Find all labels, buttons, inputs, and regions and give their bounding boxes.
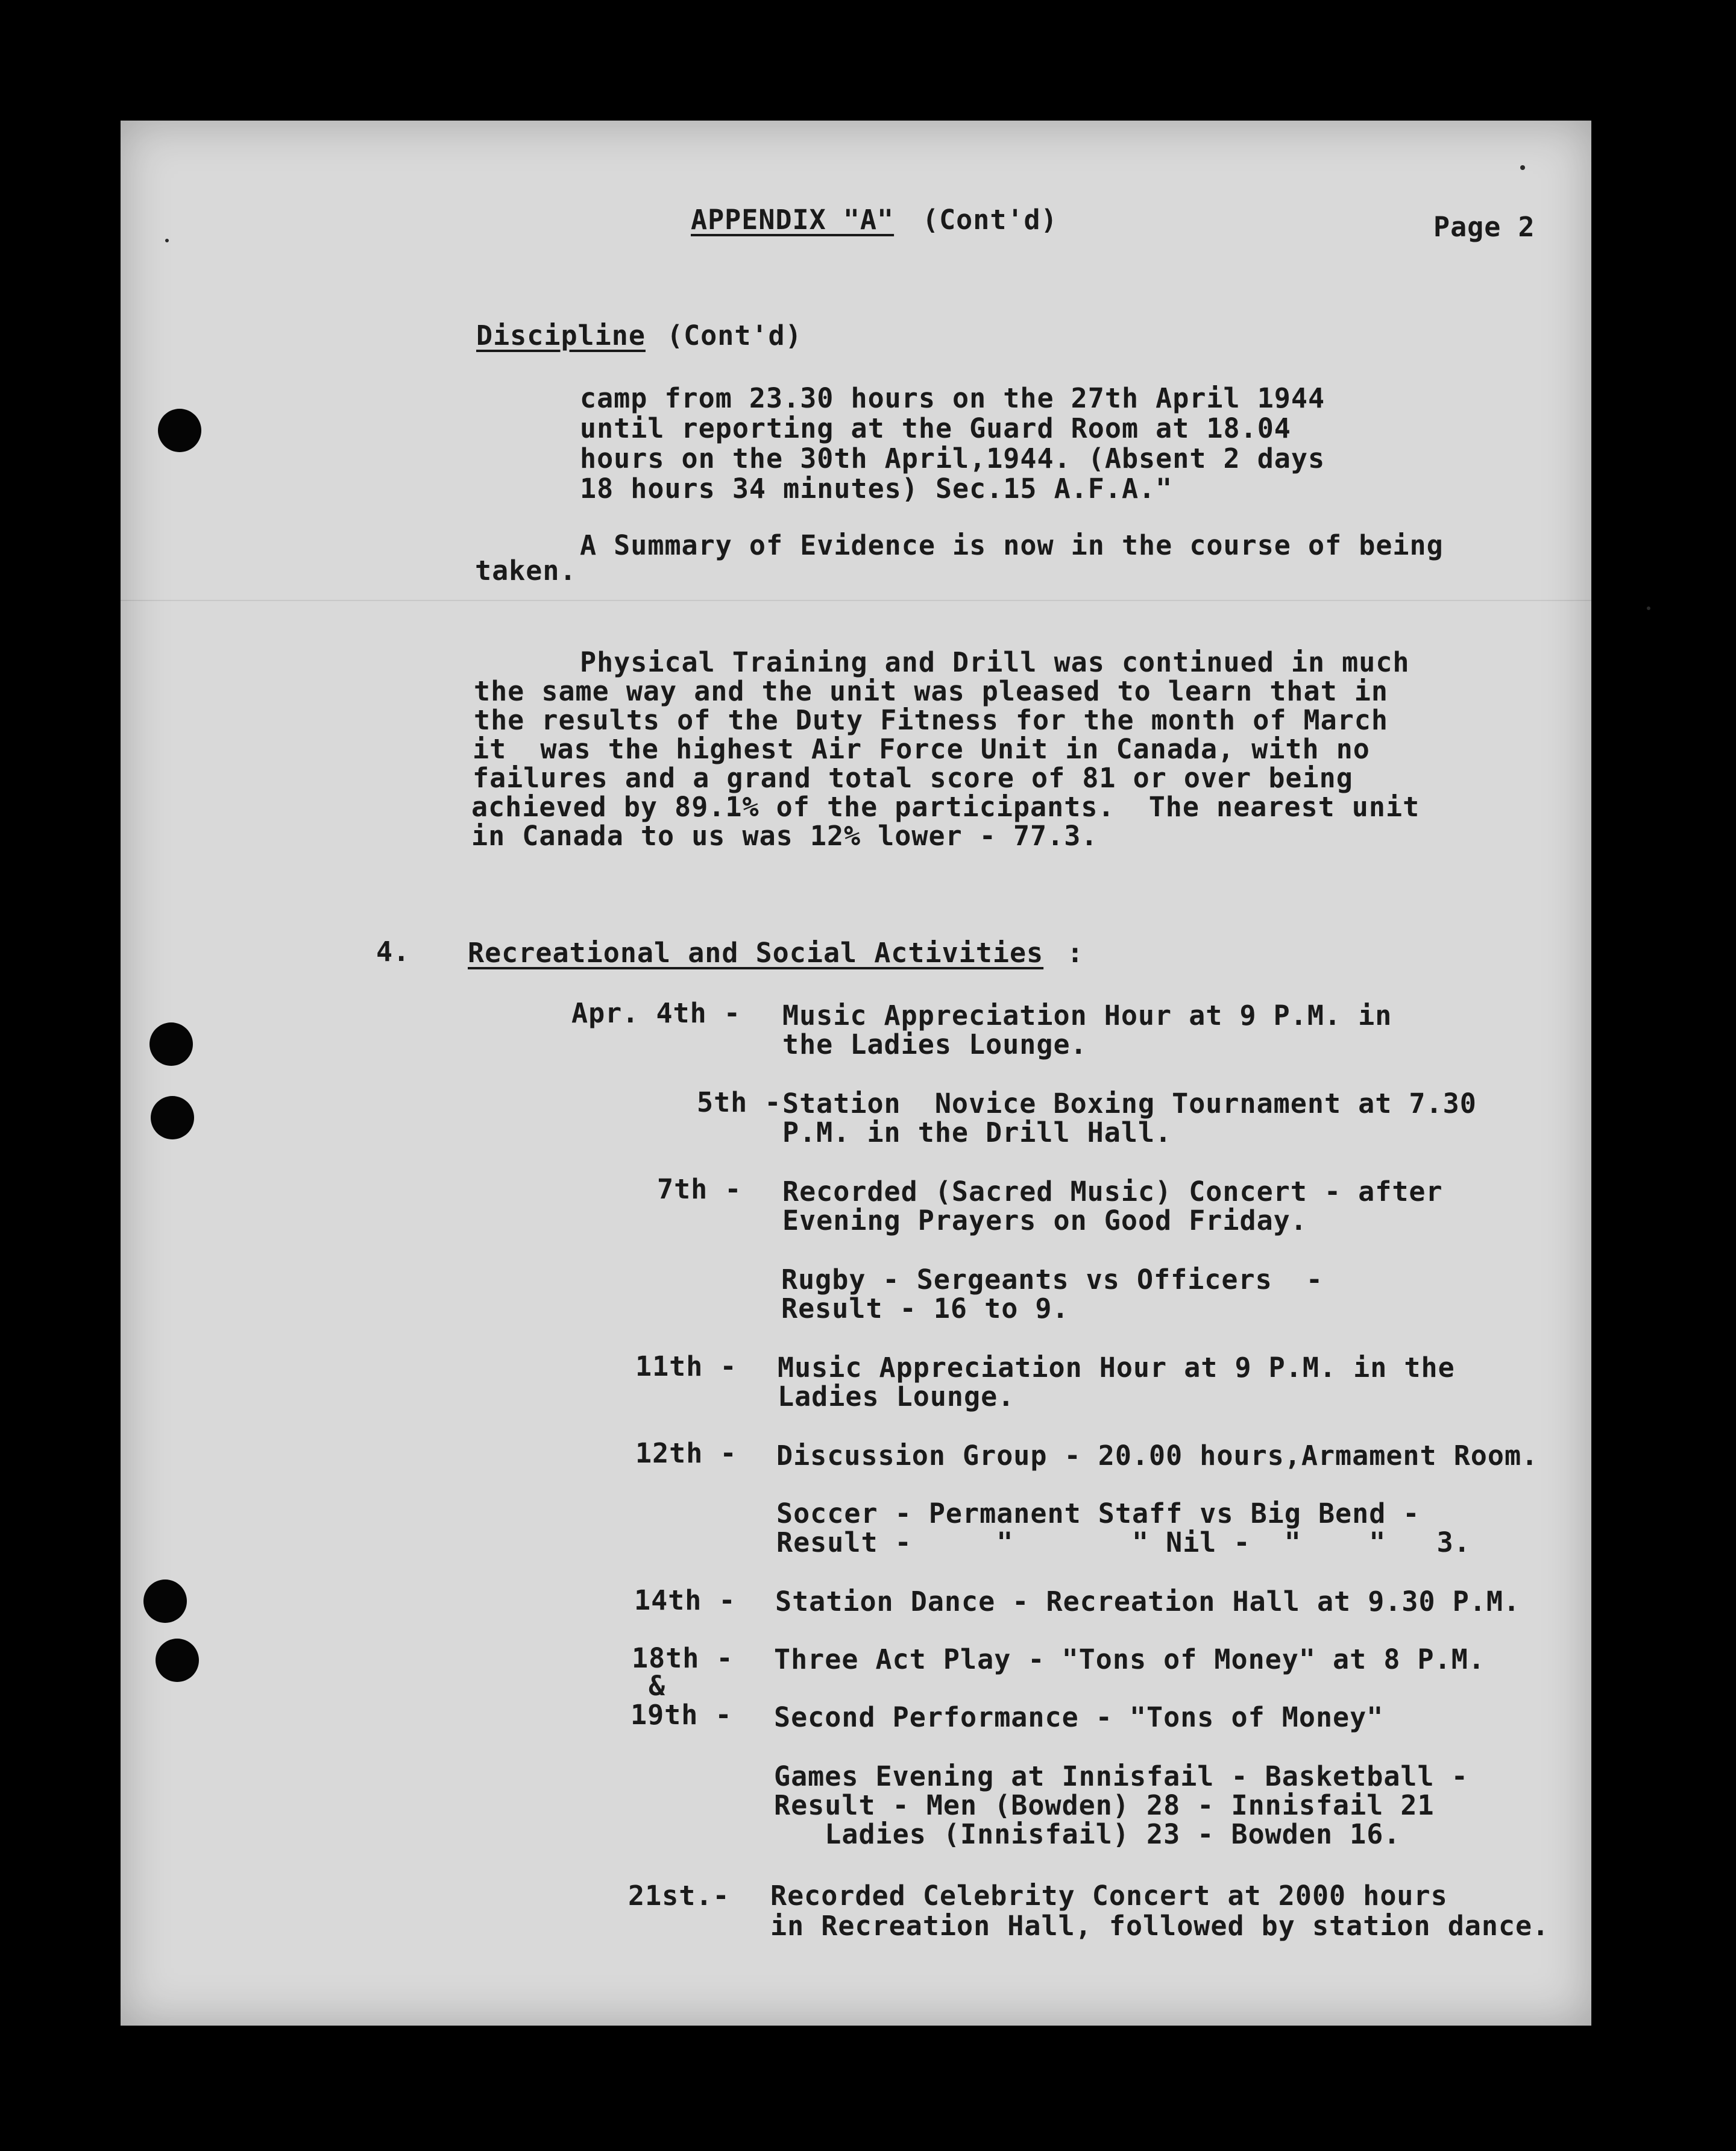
entry-line: P.M. in the Drill Hall. <box>782 1116 1172 1148</box>
entry-date: 7th - <box>657 1173 742 1205</box>
entry-line: Discussion Group - 20.00 hours,Armament Room. <box>776 1440 1539 1472</box>
summary-line: taken. <box>475 555 577 587</box>
entry-line: in Recreation Hall, followed by station dance. <box>770 1910 1550 1942</box>
discipline-heading: Discipline <box>476 320 646 351</box>
pt-line: Physical Training and Drill was continued in much <box>580 646 1410 678</box>
appendix-suffix: (Cont'd) <box>922 204 1058 236</box>
pt-line: achieved by 89.1% of the participants. The nearest unit <box>471 791 1420 823</box>
quote-line: until reporting at the Guard Room at 18.04 <box>580 412 1291 444</box>
summary-line: A Summary of Evidence is now in the course of being <box>580 529 1444 561</box>
fold-line <box>121 600 1591 601</box>
pt-line: failures and a grand total score of 81 or over being <box>473 762 1353 794</box>
entry-line: Result - 16 to 9. <box>781 1293 1069 1324</box>
entry-line: Three Act Play - "Tons of Money" at 8 P.M. <box>774 1643 1485 1675</box>
entry-line: Station Novice Boxing Tournament at 7.30 <box>782 1088 1477 1120</box>
entry-line: Ladies Lounge. <box>778 1381 1015 1412</box>
entry-date: 21st.- <box>628 1880 730 1912</box>
section-number: 4. <box>376 936 410 968</box>
punch-hole <box>149 1022 193 1066</box>
entry-date: 5th - <box>697 1086 782 1118</box>
pt-line: the results of the Duty Fitness for the month of March <box>474 704 1388 736</box>
entry-date: 11th - <box>635 1350 737 1382</box>
section-heading-colon: : <box>1067 937 1084 969</box>
entry-line: Rugby - Sergeants vs Officers - <box>781 1264 1323 1296</box>
entry-line: Result - " " Nil - " " 3. <box>776 1526 1471 1558</box>
entry-line: Music Appreciation Hour at 9 P.M. in <box>782 1000 1392 1031</box>
entry-line: Station Dance - Recreation Hall at 9.30 P.M. <box>775 1586 1521 1617</box>
punch-hole <box>158 409 201 452</box>
entry-date: 19th - <box>631 1699 732 1731</box>
entry-line: Recorded Celebrity Concert at 2000 hours <box>770 1880 1448 1912</box>
speck <box>1647 606 1650 610</box>
entry-line: Music Appreciation Hour at 9 P.M. in the <box>778 1352 1455 1384</box>
entry-date: Apr. 4th - <box>571 997 741 1029</box>
entry-line: the Ladies Lounge. <box>782 1028 1087 1060</box>
entry-date: & <box>649 1670 666 1702</box>
discipline-heading-suffix: (Cont'd) <box>667 320 802 351</box>
pt-line: in Canada to us was 12% lower - 77.3. <box>471 820 1098 852</box>
quote-line: 18 hours 34 minutes) Sec.15 A.F.A." <box>580 473 1173 505</box>
speck <box>1520 165 1525 170</box>
page-number: Page 2 <box>1433 211 1535 243</box>
entry-date: 18th - <box>632 1642 734 1674</box>
entry-line: Recorded (Sacred Music) Concert - after <box>782 1176 1443 1208</box>
quote-line: camp from 23.30 hours on the 27th April 1944 <box>580 382 1326 414</box>
appendix-title: APPENDIX "A" <box>691 204 895 236</box>
entry-line: Games Evening at Innisfail - Basketball - <box>774 1760 1468 1792</box>
section-heading: Recreational and Social Activities <box>468 937 1044 969</box>
entry-date: 14th - <box>634 1584 736 1616</box>
speck <box>165 239 169 242</box>
pt-line: the same way and the unit was pleased to learn that in <box>474 675 1388 707</box>
pt-line: it was the highest Air Force Unit in Canada, with no <box>473 733 1370 765</box>
punch-hole <box>151 1096 194 1139</box>
entry-line: Second Performance - "Tons of Money" <box>774 1701 1384 1733</box>
entry-line: Evening Prayers on Good Friday. <box>782 1205 1307 1236</box>
punch-hole <box>156 1639 199 1682</box>
punch-hole <box>143 1579 187 1623</box>
entry-line: Ladies (Innisfail) 23 - Bowden 16. <box>774 1818 1401 1850</box>
entry-date: 12th - <box>635 1437 737 1469</box>
entry-line: Result - Men (Bowden) 28 - Innisfail 21 <box>774 1789 1435 1821</box>
entry-line: Soccer - Permanent Staff vs Big Bend - <box>776 1498 1420 1529</box>
quote-line: hours on the 30th April,1944. (Absent 2 days <box>580 442 1326 474</box>
